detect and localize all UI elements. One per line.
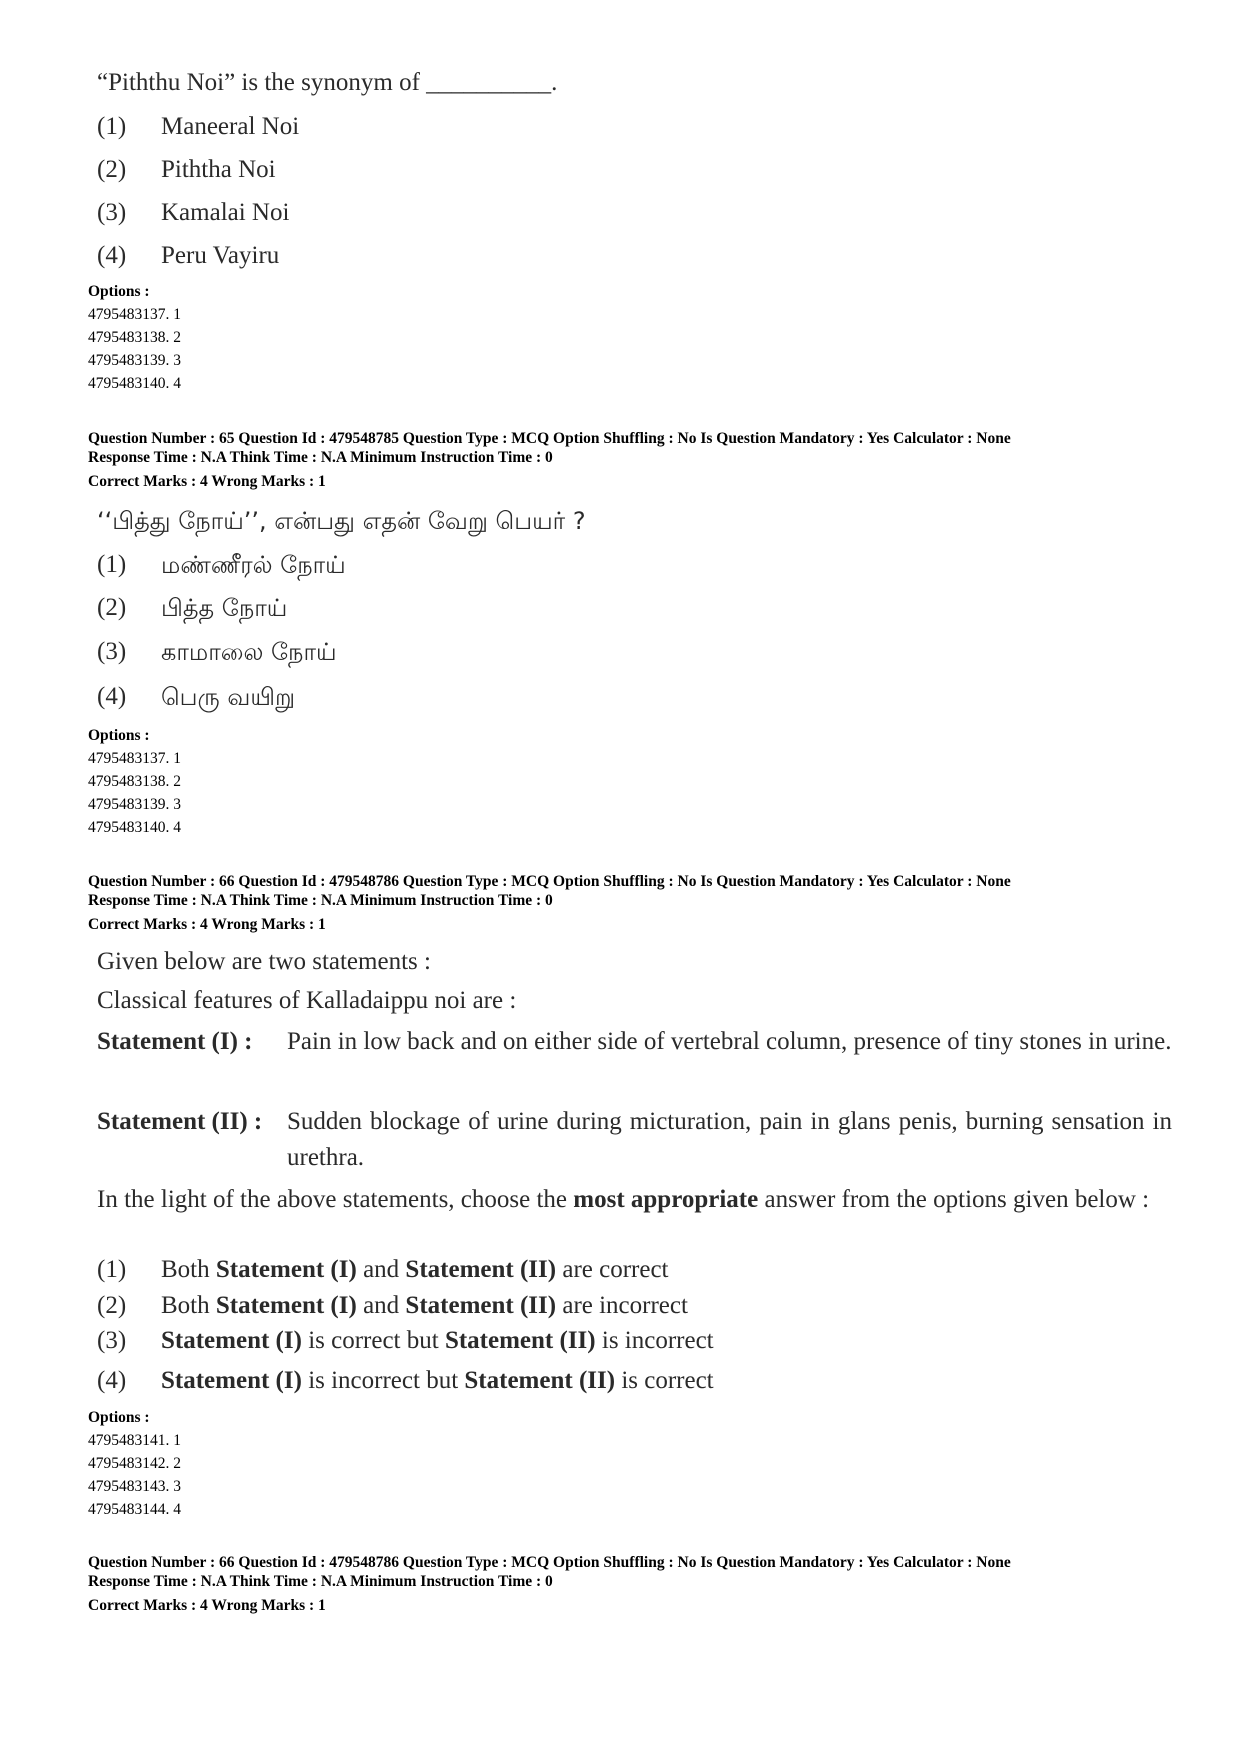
options-label: Options : [88,283,150,300]
question-meta: Response Time : N.A Think Time : N.A Minimum Instruction Time : 0 [88,449,553,466]
question-marks: Correct Marks : 4 Wrong Marks : 1 [88,1597,326,1614]
option-text: Maneeral Noi [161,113,300,140]
statement-label: Statement (II) : [97,1108,263,1135]
statement-label: Statement (I) : [97,1028,253,1055]
option-number: (3) [97,638,127,665]
question-marks: Correct Marks : 4 Wrong Marks : 1 [88,916,326,933]
question-instruction: In the light of the above statements, choose the most appropriate answer from the options given below : [97,1186,1150,1213]
option-id: 4795483138. 2 [88,773,181,790]
option-number: (3) [97,199,127,226]
option-number: (4) [97,1367,127,1394]
option-id: 4795483140. 4 [88,375,181,392]
option-id: 4795483144. 4 [88,1501,181,1518]
option-id: 4795483137. 1 [88,306,181,323]
options-label: Options : [88,1409,150,1426]
question-meta: Question Number : 65 Question Id : 479548785 Question Type : MCQ Option Shuffling : No Is Question Mandatory : Yes Calculator : None [88,430,1011,447]
option-text: Statement (I) is incorrect but Statement (II) is correct [161,1367,714,1394]
option-number: (4) [97,683,127,710]
statement-text: Sudden blockage of urine during micturation, pain in glans penis, burning sensation in urethra. [287,1108,1172,1171]
option-id: 4795483139. 3 [88,352,181,369]
question-meta: Response Time : N.A Think Time : N.A Minimum Instruction Time : 0 [88,892,553,909]
option-text: Both Statement (I) and Statement (II) are correct [161,1256,669,1283]
option-text: பித்த நோய் [161,594,288,622]
option-number: (2) [97,156,127,183]
question-text: ‘‘பித்து நோய்’’, என்பது எதன் வேறு பெயர் ? [97,507,586,535]
question-text: “Piththu Noi” is the synonym of __________. [97,69,558,96]
option-number: (2) [97,594,127,621]
option-text: Statement (I) is correct but Statement (II) is incorrect [161,1327,714,1354]
option-number: (1) [97,1256,127,1283]
option-text: பெரு வயிறு [161,683,296,711]
option-text: Kamalai Noi [161,199,290,226]
option-number: (1) [97,551,127,578]
options-label: Options : [88,727,150,744]
question-meta: Question Number : 66 Question Id : 479548786 Question Type : MCQ Option Shuffling : No Is Question Mandatory : Yes Calculator : None [88,1554,1011,1571]
option-id: 4795483138. 2 [88,329,181,346]
option-id: 4795483141. 1 [88,1432,181,1449]
statement-text: Pain in low back and on either side of vertebral column, presence of tiny stones in urine. [287,1028,1172,1055]
option-id: 4795483137. 1 [88,750,181,767]
option-id: 4795483140. 4 [88,819,181,836]
option-text: Piththa Noi [161,156,276,183]
option-number: (2) [97,1292,127,1319]
question-intro: Classical features of Kalladaippu noi are : [97,987,517,1014]
question-intro: Given below are two statements : [97,948,431,975]
option-id: 4795483143. 3 [88,1478,181,1495]
question-meta: Response Time : N.A Think Time : N.A Minimum Instruction Time : 0 [88,1573,553,1590]
question-meta: Question Number : 66 Question Id : 479548786 Question Type : MCQ Option Shuffling : No Is Question Mandatory : Yes Calculator : None [88,873,1011,890]
option-number: (4) [97,242,127,269]
option-number: (3) [97,1327,127,1354]
option-id: 4795483139. 3 [88,796,181,813]
option-text: மண்ணீரல் நோய் [161,551,346,579]
option-text: Peru Vayiru [161,242,280,269]
option-id: 4795483142. 2 [88,1455,181,1472]
question-marks: Correct Marks : 4 Wrong Marks : 1 [88,473,326,490]
option-text: காமாலை நோய் [161,638,337,666]
option-text: Both Statement (I) and Statement (II) are incorrect [161,1292,688,1319]
option-number: (1) [97,113,127,140]
